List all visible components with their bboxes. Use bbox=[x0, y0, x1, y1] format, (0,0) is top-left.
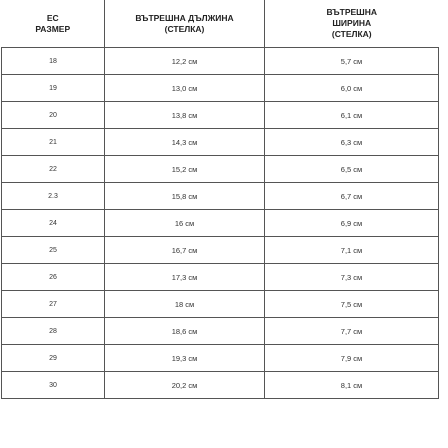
cell-inner-width: 8,1 см bbox=[265, 372, 439, 399]
cell-inner-length: 13,0 см bbox=[105, 75, 265, 102]
header-eu-size bbox=[2, 0, 105, 48]
cell-inner-length: 13,8 см bbox=[105, 102, 265, 129]
cell-inner-width: 7,5 см bbox=[265, 291, 439, 318]
cell-inner-width: 5,7 см bbox=[265, 48, 439, 75]
cell-inner-length: 19,3 см bbox=[105, 345, 265, 372]
table-row bbox=[2, 372, 439, 399]
cell-inner-length: 16,7 см bbox=[105, 237, 265, 264]
header-text: РАЗМЕР bbox=[35, 23, 71, 34]
cell-inner-width: 6,3 см bbox=[265, 129, 439, 156]
cell-inner-length: 18 см bbox=[105, 291, 265, 318]
cell-inner-width: 6,7 см bbox=[265, 183, 439, 210]
cell-inner-width: 7,9 см bbox=[265, 345, 439, 372]
table-row bbox=[2, 75, 439, 102]
header-text: ШИРИНА bbox=[332, 18, 372, 28]
cell-inner-width: 6,0 см bbox=[265, 75, 439, 102]
table-row bbox=[2, 48, 439, 75]
header-text: (СТЕЛКА) bbox=[331, 29, 372, 39]
header-row bbox=[2, 0, 439, 48]
table-row bbox=[2, 237, 439, 264]
cell-eu-size: 26 bbox=[2, 264, 105, 291]
table-row bbox=[2, 318, 439, 345]
cell-eu-size: 28 bbox=[2, 318, 105, 345]
size-rows bbox=[2, 48, 439, 399]
cell-inner-width: 7,3 см bbox=[265, 264, 439, 291]
cell-eu-size: 25 bbox=[2, 237, 105, 264]
header-inner-width bbox=[265, 0, 439, 48]
cell-eu-size: 27 bbox=[2, 291, 105, 318]
cell-inner-width: 6,9 см bbox=[265, 210, 439, 237]
cell-inner-length: 20,2 см bbox=[105, 372, 265, 399]
cell-inner-length: 12,2 см bbox=[105, 48, 265, 75]
cell-eu-size: 24 bbox=[2, 210, 105, 237]
cell-eu-size: 30 bbox=[2, 372, 105, 399]
cell-inner-length: 16 см bbox=[105, 210, 265, 237]
table-row bbox=[2, 156, 439, 183]
header-text: (СТЕЛКА) bbox=[164, 23, 205, 34]
table-row bbox=[2, 183, 439, 210]
cell-inner-width: 7,1 см bbox=[265, 237, 439, 264]
cell-inner-length: 18,6 см bbox=[105, 318, 265, 345]
cell-inner-length: 15,2 см bbox=[105, 156, 265, 183]
cell-eu-size: 18 bbox=[2, 48, 105, 75]
cell-inner-length: 17,3 см bbox=[105, 264, 265, 291]
cell-eu-size: 19 bbox=[2, 75, 105, 102]
cell-eu-size: 21 bbox=[2, 129, 105, 156]
cell-inner-length: 15,8 см bbox=[105, 183, 265, 210]
cell-eu-size: 2.3 bbox=[2, 183, 105, 210]
table-row bbox=[2, 291, 439, 318]
table-row bbox=[2, 345, 439, 372]
cell-inner-length: 14,3 см bbox=[105, 129, 265, 156]
table-row bbox=[2, 210, 439, 237]
cell-inner-width: 6,5 см bbox=[265, 156, 439, 183]
header-text: ВЪТРЕШНА bbox=[326, 7, 377, 17]
cell-eu-size: 22 bbox=[2, 156, 105, 183]
cell-eu-size: 29 bbox=[2, 345, 105, 372]
header-inner-length bbox=[105, 0, 265, 48]
cell-eu-size: 20 bbox=[2, 102, 105, 129]
size-table bbox=[1, 0, 439, 399]
cell-inner-width: 6,1 см bbox=[265, 102, 439, 129]
table-row bbox=[2, 129, 439, 156]
header-text: ВЪТРЕШНА ДЪЛЖИНА bbox=[135, 12, 234, 23]
table-row bbox=[2, 264, 439, 291]
header-text: ЕС bbox=[46, 12, 59, 23]
table-row bbox=[2, 102, 439, 129]
cell-inner-width: 7,7 см bbox=[265, 318, 439, 345]
